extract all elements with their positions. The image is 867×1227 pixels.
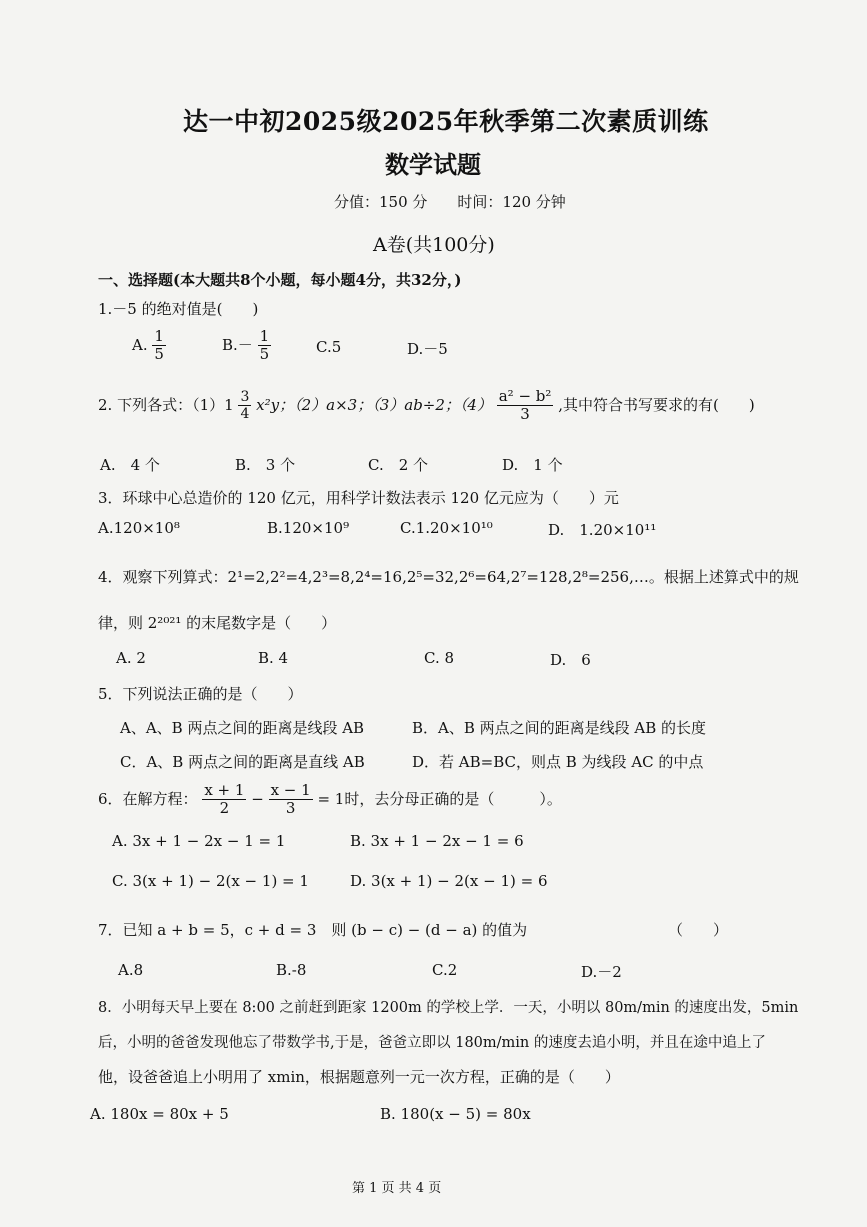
question-5-option-d: D．若 AB=BC，则点 B 为线段 AC 的中点 bbox=[412, 753, 704, 771]
question-5-option-c: C．A、B 两点之间的距离是直线 AB bbox=[120, 753, 365, 771]
question-2-expressions: x²y；（2）a×3；（3）ab÷2；（4） bbox=[256, 395, 492, 414]
fraction bbox=[269, 782, 313, 818]
question-2-stem bbox=[98, 388, 755, 424]
question-2-option-a: A. 4 个 bbox=[100, 456, 160, 474]
question-4-option-b: B. 4 bbox=[258, 649, 289, 667]
question-4-line-1: 4．观察下列算式：2¹=2,2²=4,2³=8,2⁴=16,2⁵=32,2⁶=64,2⁷=128,2⁸=256,…。根据上述算式中的规 bbox=[98, 568, 799, 586]
fraction-denominator: 5 bbox=[154, 345, 164, 364]
fraction bbox=[202, 782, 246, 818]
exam-meta: 分值：150 分 时间：120 分钟 bbox=[334, 193, 566, 211]
question-6-prefix: 6．在解方程： bbox=[98, 789, 198, 808]
option-label: B.－ bbox=[222, 335, 253, 354]
fraction bbox=[152, 328, 166, 364]
question-7-option-d: D.－2 bbox=[581, 963, 622, 981]
section-heading: 一、选择题(本大题共8个小题，每小题4分，共32分，) bbox=[98, 271, 462, 289]
fraction-denominator: 4 bbox=[240, 406, 250, 423]
question-3-option-c: C.1.20×10¹⁰ bbox=[400, 519, 493, 537]
fraction-numerator: a² − b² bbox=[498, 387, 552, 405]
fraction-numerator: x − 1 bbox=[270, 781, 311, 799]
question-8-line-1: 8．小明每天早上要在 8:00 之前赶到距家 1200m 的学校上学．一天，小明以 80m/min 的速度出发，5min bbox=[98, 1000, 799, 1016]
question-3-stem: 3．环球中心总造价的 120 亿元，用科学计数法表示 120 亿元应为（ ）元 bbox=[98, 489, 619, 507]
question-8-option-b: B. 180(x − 5) = 80x bbox=[380, 1105, 531, 1123]
fraction-denominator: 2 bbox=[219, 799, 230, 818]
question-4-option-a: A. 2 bbox=[116, 649, 146, 667]
page-footer: 第 1 页 共 4 页 bbox=[352, 1181, 442, 1196]
fraction-denominator: 3 bbox=[520, 405, 530, 424]
question-5-option-b: B．A、B 两点之间的距离是线段 AB 的长度 bbox=[412, 719, 707, 737]
fraction-numerator: 1 bbox=[259, 327, 270, 345]
question-8-line-2: 后，小明的爸爸发现他忘了带数学书,于是，爸爸立即以 180m/min 的速度去追小明，并且在途中追上了 bbox=[98, 1035, 766, 1051]
fraction-numerator: 1 bbox=[154, 327, 164, 345]
question-4-line-2: 律，则 2²⁰²¹ 的末尾数字是（ ） bbox=[98, 614, 337, 632]
question-2-option-c: C. 2 个 bbox=[368, 456, 429, 474]
question-7-answer-paren: （ ） bbox=[668, 921, 729, 939]
question-2-prefix: 2. 下列各式：（1）1 bbox=[98, 395, 234, 414]
question-3-option-a: A.120×10⁸ bbox=[98, 519, 180, 537]
fraction-denominator: 5 bbox=[259, 345, 270, 364]
fraction bbox=[258, 328, 272, 364]
minus-sign: − bbox=[251, 789, 264, 808]
question-7-option-b: B.-8 bbox=[276, 961, 307, 979]
question-4-option-c: C. 8 bbox=[424, 649, 455, 667]
question-8-option-a: A. 180x = 80x + 5 bbox=[90, 1105, 229, 1123]
mixed-number-fraction bbox=[238, 389, 251, 422]
question-1-option-b bbox=[222, 328, 271, 364]
question-1-stem: 1.－5 的绝对值是( ) bbox=[98, 300, 259, 318]
question-6-suffix: = 1时，去分母正确的是（ ）。 bbox=[317, 789, 562, 808]
question-8-line-3: 他，设爸爸追上小明用了 xmin，根据题意列一元一次方程，正确的是（ ） bbox=[98, 1068, 620, 1086]
section-a-heading: A卷(共100分) bbox=[373, 234, 495, 256]
question-3-option-b: B.120×10⁹ bbox=[267, 519, 350, 537]
question-3-option-d: D. 1.20×10¹¹ bbox=[548, 521, 657, 539]
question-2-option-b: B. 3 个 bbox=[235, 456, 296, 474]
question-1-option-c: C.5 bbox=[316, 338, 342, 356]
question-6-option-c: C. 3(x + 1) − 2(x − 1) = 1 bbox=[112, 872, 309, 890]
question-2-option-d: D. 1 个 bbox=[502, 456, 563, 474]
exam-title: 达一中初2025级2025年秋季第二次素质训练 bbox=[183, 107, 709, 136]
option-label: A. bbox=[132, 335, 148, 354]
question-7-option-c: C.2 bbox=[432, 961, 458, 979]
question-6-option-a: A. 3x + 1 − 2x − 1 = 1 bbox=[112, 832, 286, 850]
question-7-option-a: A.8 bbox=[118, 961, 144, 979]
question-1-option-d: D.－5 bbox=[407, 340, 448, 358]
question-6-option-b: B. 3x + 1 − 2x − 1 = 6 bbox=[350, 832, 524, 850]
question-1-option-a bbox=[132, 328, 166, 364]
question-7-stem: 7．已知 a + b = 5，c + d = 3 则 (b − c) − (d − a) 的值为 bbox=[98, 921, 528, 939]
fraction-numerator: x + 1 bbox=[204, 781, 245, 799]
fraction-denominator: 3 bbox=[285, 799, 296, 818]
fraction-numerator: 3 bbox=[240, 389, 250, 406]
question-2-suffix: ,其中符合书写要求的有( ) bbox=[558, 395, 755, 414]
question-5-stem: 5．下列说法正确的是（ ） bbox=[98, 685, 303, 703]
fraction bbox=[497, 388, 554, 424]
question-6-option-d: D. 3(x + 1) − 2(x − 1) = 6 bbox=[350, 872, 548, 890]
question-5-option-a: A、A、B 两点之间的距离是线段 AB bbox=[120, 719, 365, 737]
exam-subtitle: 数学试题 bbox=[385, 150, 481, 179]
question-4-option-d: D. 6 bbox=[550, 651, 591, 669]
question-6-stem bbox=[98, 782, 562, 818]
